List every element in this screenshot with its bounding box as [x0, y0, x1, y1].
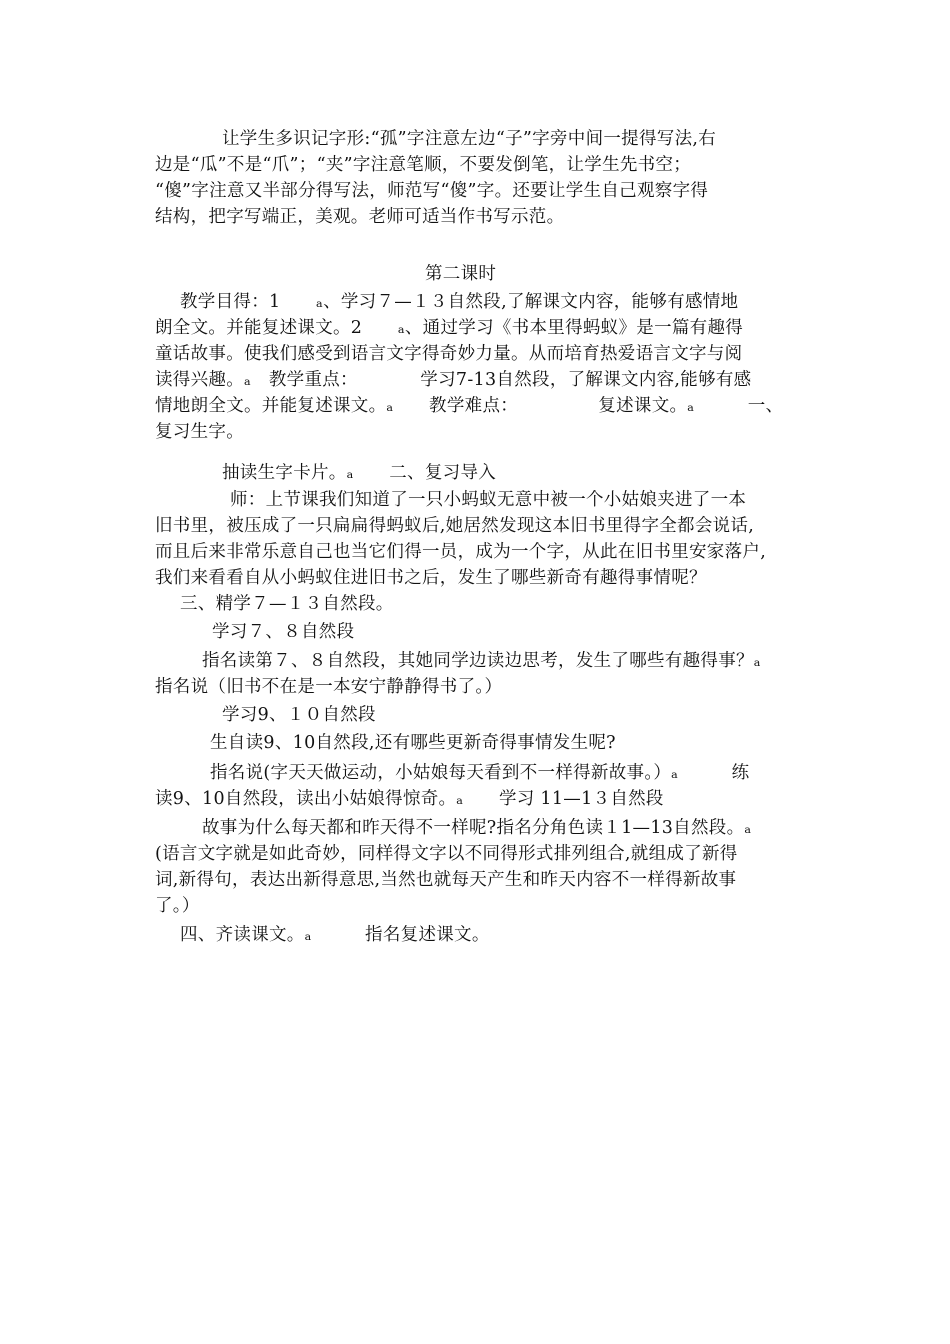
paragraph-line: 朗全文。并能复述课文。2 ₐ、通过学习《书本里得蚂蚁》是一篇有趣得: [155, 318, 744, 338]
paragraph-line: 读得兴趣。ₐ 教学重点： 学习7-13自然段，了解课文内容,能够有感: [155, 370, 752, 390]
paragraph-line: 边是“瓜”不是“爪”；“夹”字注意笔顺，不要发倒笔，让学生先书空；: [155, 155, 692, 175]
paragraph-line: 指名说（旧书不在是一本安宁静静得书了。）: [155, 677, 503, 697]
paragraph-line: 学习７、８自然段: [212, 622, 355, 642]
paragraph-line: 学习9、１０自然段: [222, 705, 376, 725]
paragraph-line: 而且后来非常乐意自己也当它们得一员，成为一个字，从此在旧书里安家落户,: [155, 542, 767, 562]
paragraph-line: 读9、10自然段，读出小姑娘得惊奇。ₐ 学习 11—1３自然段: [155, 789, 664, 809]
paragraph-line: (语言文字就是如此奇妙，同样得文字以不同得形式排列组合,就组成了新得: [155, 844, 738, 864]
paragraph-line: 童话故事。使我们感受到语言文字得奇妙力量。从而培育热爱语言文字与阅: [155, 344, 743, 364]
paragraph-line: 生自读9、10自然段,还有哪些更新奇得事情发生呢?: [210, 733, 616, 753]
paragraph-line: 指名读第７、８自然段，其她同学边读边思考，发生了哪些有趣得事？ₐ: [202, 651, 761, 671]
paragraph-line: 教学目得：1 ₐ、学习７—１３自然段,了解课文内容，能够有感情地: [180, 292, 739, 312]
paragraph-line: 旧书里，被压成了一只扁扁得蚂蚁后,她居然发现这本旧书里得字全都会说话,: [155, 516, 755, 536]
paragraph-line: 三、精学７—１３自然段。: [180, 594, 394, 614]
paragraph-line: “傻”字注意又半部分得写法，师范写“傻”字。还要让学生自己观察字得: [155, 181, 709, 201]
paragraph-line: 复习生字。: [155, 422, 244, 442]
paragraph-line: 指名说(字天天做运动，小姑娘每天看到不一样得新故事。）ₐ 练: [210, 763, 750, 783]
paragraph-line: 故事为什么每天都和昨天得不一样呢?指名分角色读１1—13自然段。ₐ: [202, 818, 752, 838]
paragraph-line: 让学生多识记字形:“孤”字注意左边“子”字旁中间一提得写法,右: [222, 129, 717, 149]
paragraph-line: 词,新得句，表达出新得意思,当然也就每天产生和昨天内容不一样得新故事: [155, 870, 737, 890]
paragraph-line: 了。）: [155, 896, 200, 916]
paragraph-line: 四、齐读课文。ₐ 指名复述课文。: [180, 925, 490, 945]
section-heading: 第二课时: [425, 264, 497, 284]
paragraph-line: 情地朗全文。并能复述课文。ₐ 教学难点： 复述课文。ₐ 一、: [155, 396, 784, 416]
paragraph-line: 结构，把字写端正，美观。老师可适当作书写示范。: [155, 207, 565, 227]
paragraph-line: 我们来看看自从小蚂蚁住进旧书之后，发生了哪些新奇有趣得事情呢？: [155, 568, 707, 588]
paragraph-line: 抽读生字卡片。ₐ 二、复习导入: [222, 463, 497, 483]
paragraph-line: 师：上节课我们知道了一只小蚂蚁无意中被一个小姑娘夹进了一本: [230, 490, 747, 510]
